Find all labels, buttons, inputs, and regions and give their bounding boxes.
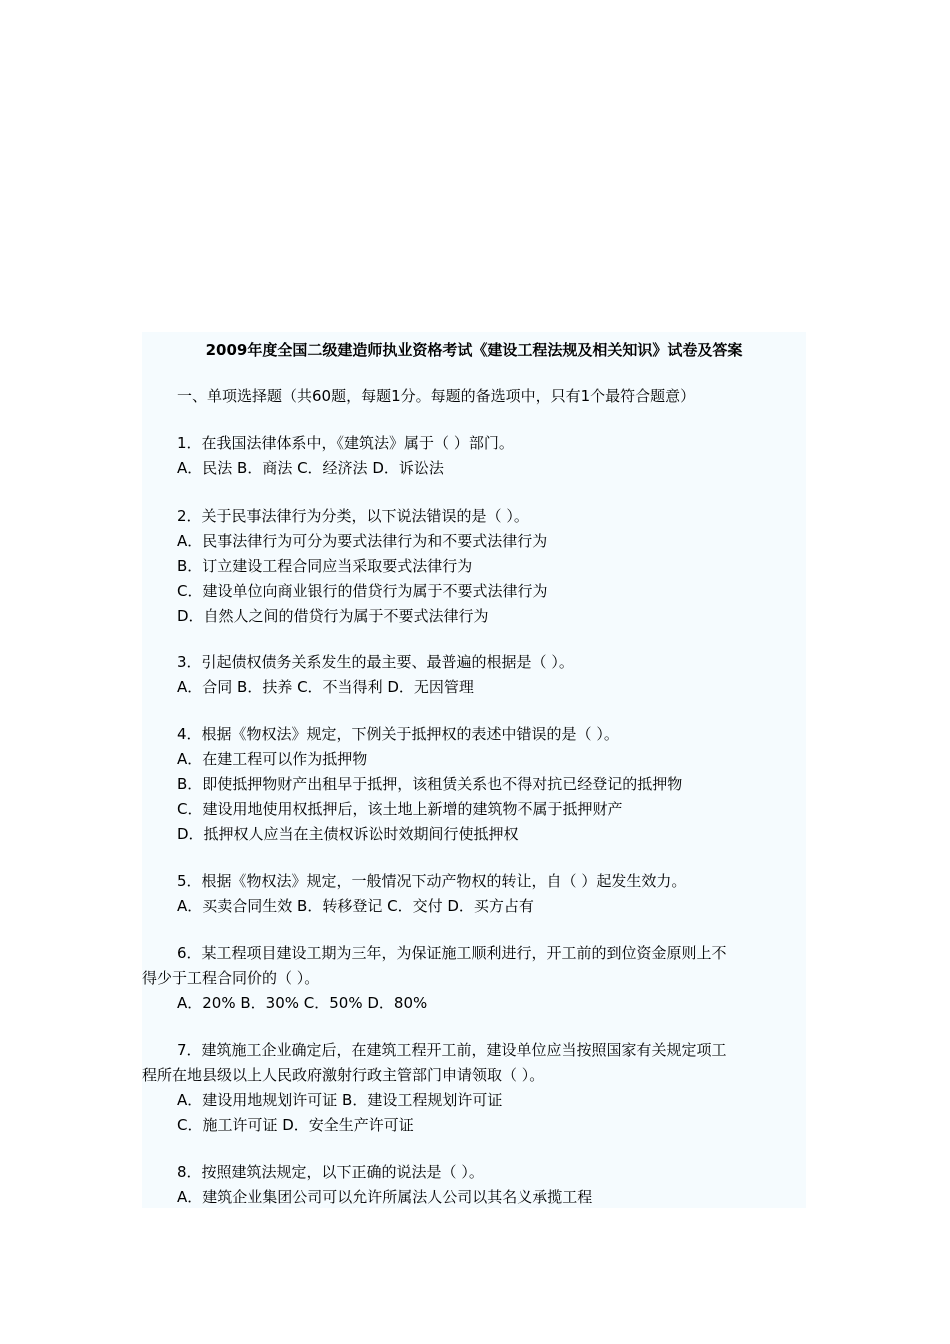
- question-4-stem: 4．根据《物权法》规定，下例关于抵押权的表述中错误的是（ ）。: [177, 725, 619, 743]
- question-7-options-line-1: A．建设用地规划许可证 B．建设工程规划许可证: [177, 1091, 503, 1109]
- question-7-stem-line-1: 7．建筑施工企业确定后，在建筑工程开工前，建设单位应当按照国家有关规定项工: [177, 1041, 727, 1059]
- question-3-stem: 3．引起债权债务关系发生的最主要、最普遍的根据是（ ）。: [177, 653, 574, 671]
- question-2-stem: 2．关于民事法律行为分类，以下说法错误的是（ ）。: [177, 507, 529, 525]
- question-6-stem-line-1: 6．某工程项目建设工期为三年，为保证施工顺利进行，开工前的到位资金原则上不: [177, 944, 727, 962]
- question-1-options: A．民法 B．商法 C．经济法 D．诉讼法: [177, 459, 444, 477]
- question-5-options: A．买卖合同生效 B．转移登记 C．交付 D．买方占有: [177, 897, 534, 915]
- question-2-option-d: D．自然人之间的借贷行为属于不要式法律行为: [177, 607, 489, 625]
- section-heading: 一、单项选择题（共60题，每题1分。每题的备选项中，只有1个最符合题意）: [177, 387, 696, 405]
- question-2-option-c: C．建设单位向商业银行的借贷行为属于不要式法律行为: [177, 582, 548, 600]
- question-7-stem-line-2: 程所在地县级以上人民政府激射行政主管部门申请领取（ ）。: [142, 1066, 545, 1084]
- question-8-option-a: A．建筑企业集团公司可以允许所属法人公司以其名义承揽工程: [177, 1188, 593, 1206]
- document-title: 2009年度全国二级建造师执业资格考试《建设工程法规及相关知识》试卷及答案: [205, 341, 743, 359]
- question-5-stem: 5．根据《物权法》规定，一般情况下动产物权的转让，自（ ）起发生效力。: [177, 872, 687, 890]
- question-3-options: A．合同 B．扶养 C．不当得利 D．无因管理: [177, 678, 474, 696]
- question-4-option-c: C．建设用地使用权抵押后，该土地上新增的建筑物不属于抵押财产: [177, 800, 623, 818]
- question-2-option-a: A．民事法律行为可分为要式法律行为和不要式法律行为: [177, 532, 548, 550]
- question-4-option-d: D．抵押权人应当在主债权诉讼时效期间行使抵押权: [177, 825, 519, 843]
- question-8-stem: 8．按照建筑法规定，以下正确的说法是（ ）。: [177, 1163, 484, 1181]
- question-4-option-a: A．在建工程可以作为抵押物: [177, 750, 368, 768]
- question-2-option-b: B．订立建设工程合同应当采取要式法律行为: [177, 557, 473, 575]
- question-6-options: A．20% B．30% C．50% D．80%: [177, 994, 428, 1012]
- question-4-option-b: B．即使抵押物财产出租早于抵押，该租赁关系也不得对抗已经登记的抵押物: [177, 775, 683, 793]
- document-body: [142, 332, 806, 1208]
- question-1-stem: 1．在我国法律体系中，《建筑法》属于（ ）部门。: [177, 434, 514, 452]
- question-6-stem-line-2: 得少于工程合同价的（ ）。: [142, 969, 320, 987]
- question-7-options-line-2: C．施工许可证 D．安全生产许可证: [177, 1116, 414, 1134]
